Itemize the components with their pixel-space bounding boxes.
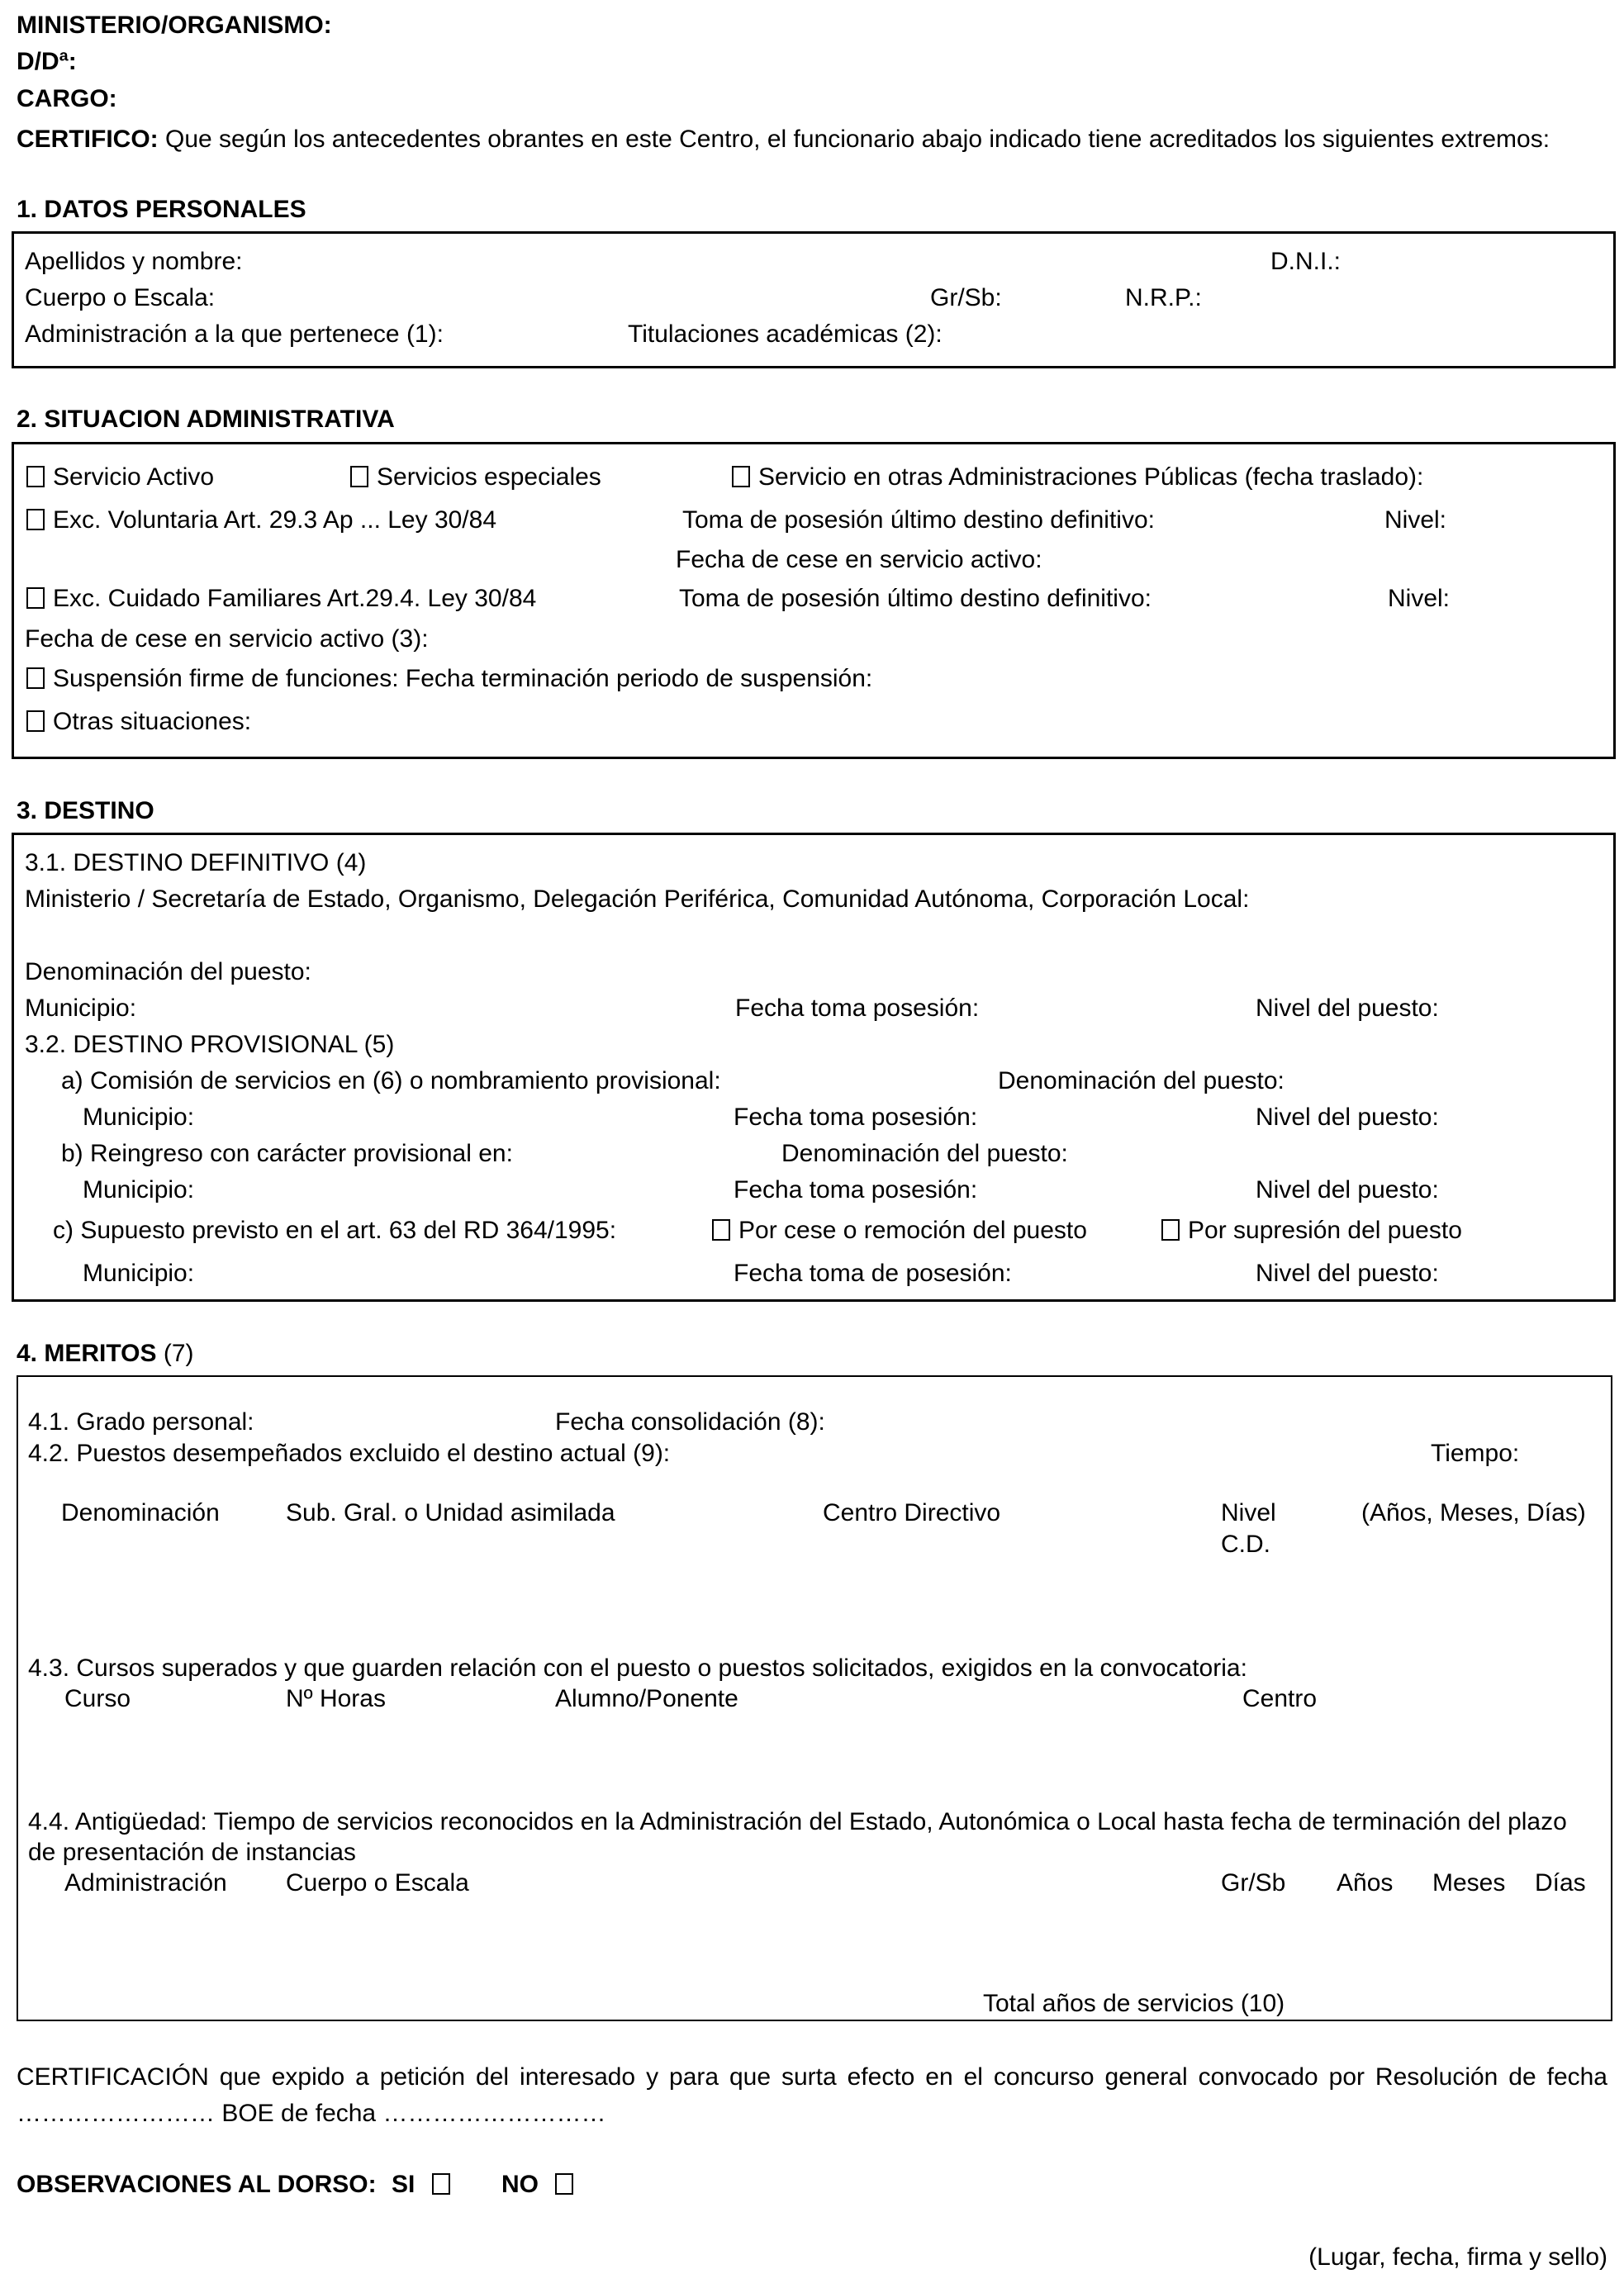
- checkbox-icon[interactable]: [1161, 1219, 1180, 1241]
- col-cuerpo: Cuerpo o Escala: [286, 1869, 469, 1897]
- nivel-2: Nivel:: [1388, 585, 1451, 612]
- prov-b-denominacion-field[interactable]: Denominación del puesto:: [781, 1140, 1068, 1167]
- checkbox-icon[interactable]: [26, 466, 45, 487]
- apellidos-field[interactable]: Apellidos y nombre:: [25, 248, 243, 275]
- section-1-title: 1. DATOS PERSONALES: [17, 196, 306, 223]
- prov-c-label: c) Supuesto previsto en el art. 63 del RD 364/1995:: [53, 1217, 617, 1244]
- col-cd: C.D.: [1221, 1531, 1270, 1558]
- cursos-label: 4.3. Cursos superados y que guarden relación con el puesto o puestos solicitados, exigidos en la convocatoria:: [28, 1654, 1247, 1682]
- prov-c-nivel-field[interactable]: Nivel del puesto:: [1256, 1260, 1439, 1287]
- antiguedad-label: 4.4. Antigüedad: Tiempo de servicios reconocidos en la Administración del Estado, Autonómica o Local hasta fecha de terminación del plazo de presentación de instancias: [28, 1808, 1567, 1866]
- section-4-title: 4. MERITOS (7): [17, 1340, 194, 1367]
- toma-posesion-1: Toma de posesión último destino definitivo:: [682, 506, 1155, 534]
- otras-situaciones-option[interactable]: Otras situaciones:: [26, 708, 251, 737]
- checkbox-icon[interactable]: [26, 710, 45, 732]
- suspension-option[interactable]: Suspensión firme de funciones: Fecha terminación periodo de suspensión:: [26, 665, 872, 694]
- lugar-fecha-firma: (Lugar, fecha, firma y sello): [1308, 2243, 1607, 2271]
- col-anos: Años: [1337, 1869, 1394, 1897]
- puestos-label: 4.2. Puestos desempeñados excluido el destino actual (9):: [28, 1440, 671, 1467]
- no-label: NO: [501, 2171, 539, 2198]
- def-municipio-field[interactable]: Municipio:: [25, 995, 137, 1022]
- col-curso: Curso: [64, 1685, 131, 1712]
- prov-a-label: a) Comisión de servicios en (6) o nombramiento provisional:: [61, 1067, 721, 1094]
- total-anos-servicios: Total años de servicios (10): [978, 1990, 1289, 2019]
- prov-a-municipio-field[interactable]: Municipio:: [83, 1104, 195, 1131]
- checkbox-icon[interactable]: [732, 466, 750, 487]
- fecha-consolidacion-field[interactable]: Fecha consolidación (8):: [555, 1408, 825, 1436]
- grado-personal-field[interactable]: 4.1. Grado personal:: [28, 1408, 254, 1436]
- prov-b-fecha-field[interactable]: Fecha toma posesión:: [734, 1176, 978, 1203]
- col-subgral: Sub. Gral. o Unidad asimilada: [286, 1499, 615, 1526]
- fecha-cese-1: Fecha de cese en servicio activo:: [676, 546, 1042, 573]
- col-nivel: Nivel: [1221, 1499, 1276, 1526]
- prov-c-fecha-field[interactable]: Fecha toma de posesión:: [734, 1260, 1012, 1287]
- destino-provisional-title: 3.2. DESTINO PROVISIONAL (5): [25, 1031, 395, 1058]
- col-denominacion: Denominación: [61, 1499, 220, 1526]
- col-centro: Centro: [1242, 1685, 1318, 1712]
- def-denominacion-field[interactable]: Denominación del puesto:: [25, 958, 311, 985]
- checkbox-icon[interactable]: [350, 466, 368, 487]
- prov-a-denominacion-field[interactable]: Denominación del puesto:: [998, 1067, 1284, 1094]
- section-4-box: [17, 1375, 1612, 2021]
- nivel-1: Nivel:: [1384, 506, 1447, 534]
- col-alumno: Alumno/Ponente: [555, 1685, 738, 1712]
- certificacion-paragraph: CERTIFICACIÓN que expido a petición del interesado y para que surta efecto en el concurso general convocado por Resolución de fecha …………………… BOE de fecha ………………………: [17, 2063, 1607, 2127]
- si-checkbox-icon[interactable]: [432, 2173, 450, 2195]
- cuerpo-field[interactable]: Cuerpo o Escala:: [25, 284, 216, 311]
- exc-voluntaria-option[interactable]: Exc. Voluntaria Art. 29.3 Ap ... Ley 30/84: [26, 506, 496, 535]
- destino-ministerio-field[interactable]: Ministerio / Secretaría de Estado, Organismo, Delegación Periférica, Comunidad Autónoma, Corporación Local:: [25, 885, 1250, 913]
- nrp-field[interactable]: N.R.P.:: [1125, 284, 1202, 311]
- cargo-label: CARGO:: [17, 85, 117, 112]
- administracion-field[interactable]: Administración a la que pertenece (1):: [25, 320, 444, 348]
- exc-cuidado-option[interactable]: Exc. Cuidado Familiares Art.29.4. Ley 30/84: [26, 585, 536, 614]
- certifico-label: CERTIFICO:: [17, 126, 159, 153]
- checkbox-icon[interactable]: [712, 1219, 730, 1241]
- dda-label: D/Dª:: [17, 48, 77, 75]
- prov-a-nivel-field[interactable]: Nivel del puesto:: [1256, 1104, 1439, 1131]
- col-meses: Meses: [1432, 1869, 1506, 1897]
- tiempo-label: Tiempo:: [1431, 1440, 1520, 1467]
- col-dias: Días: [1535, 1869, 1586, 1897]
- def-nivel-field[interactable]: Nivel del puesto:: [1256, 995, 1439, 1022]
- section-3-title: 3. DESTINO: [17, 797, 154, 824]
- toma-posesion-2: Toma de posesión último destino definitivo:: [679, 585, 1152, 612]
- section-2-title: 2. SITUACION ADMINISTRATIVA: [17, 406, 395, 433]
- cese-remocion-option[interactable]: Por cese o remoción del puesto: [712, 1217, 1087, 1246]
- titulaciones-field[interactable]: Titulaciones académicas (2):: [628, 320, 943, 348]
- no-checkbox-icon[interactable]: [555, 2173, 573, 2195]
- checkbox-icon[interactable]: [26, 667, 45, 689]
- supresion-option[interactable]: Por supresión del puesto: [1161, 1217, 1462, 1246]
- prov-a-fecha-field[interactable]: Fecha toma posesión:: [734, 1104, 978, 1131]
- checkbox-icon[interactable]: [26, 587, 45, 609]
- observaciones-row: [17, 2171, 582, 2200]
- certifico-paragraph: [17, 121, 1607, 158]
- col-grsb: Gr/Sb: [1221, 1869, 1286, 1897]
- prov-b-municipio-field[interactable]: Municipio:: [83, 1176, 195, 1203]
- grsb-field[interactable]: Gr/Sb:: [930, 284, 1002, 311]
- prov-b-label: b) Reingreso con carácter provisional en:: [61, 1140, 513, 1167]
- col-centro-directivo: Centro Directivo: [823, 1499, 1001, 1526]
- ministerio-label: MINISTERIO/ORGANISMO:: [17, 12, 332, 39]
- dni-field[interactable]: D.N.I.:: [1270, 248, 1341, 275]
- servicios-especiales-option[interactable]: Servicios especiales: [350, 463, 601, 492]
- col-amd: (Años, Meses, Días): [1361, 1499, 1586, 1526]
- col-horas: Nº Horas: [286, 1685, 386, 1712]
- destino-definitivo-title: 3.1. DESTINO DEFINITIVO (4): [25, 849, 367, 876]
- checkbox-icon[interactable]: [26, 509, 45, 530]
- si-label: SI: [391, 2171, 415, 2198]
- servicio-activo-option[interactable]: Servicio Activo: [26, 463, 214, 492]
- prov-b-nivel-field[interactable]: Nivel del puesto:: [1256, 1176, 1439, 1203]
- def-fecha-toma-field[interactable]: Fecha toma posesión:: [735, 995, 980, 1022]
- col-admin: Administración: [64, 1869, 227, 1897]
- prov-c-municipio-field[interactable]: Municipio:: [83, 1260, 195, 1287]
- observaciones-label: OBSERVACIONES AL DORSO:: [17, 2171, 377, 2198]
- fecha-cese-2: Fecha de cese en servicio activo (3):: [25, 625, 429, 653]
- otras-admin-option[interactable]: Servicio en otras Administraciones Públicas (fecha traslado):: [732, 463, 1423, 492]
- certifico-text: Que según los antecedentes obrantes en este Centro, el funcionario abajo indicado tiene acreditados los siguientes extremos:: [165, 126, 1550, 153]
